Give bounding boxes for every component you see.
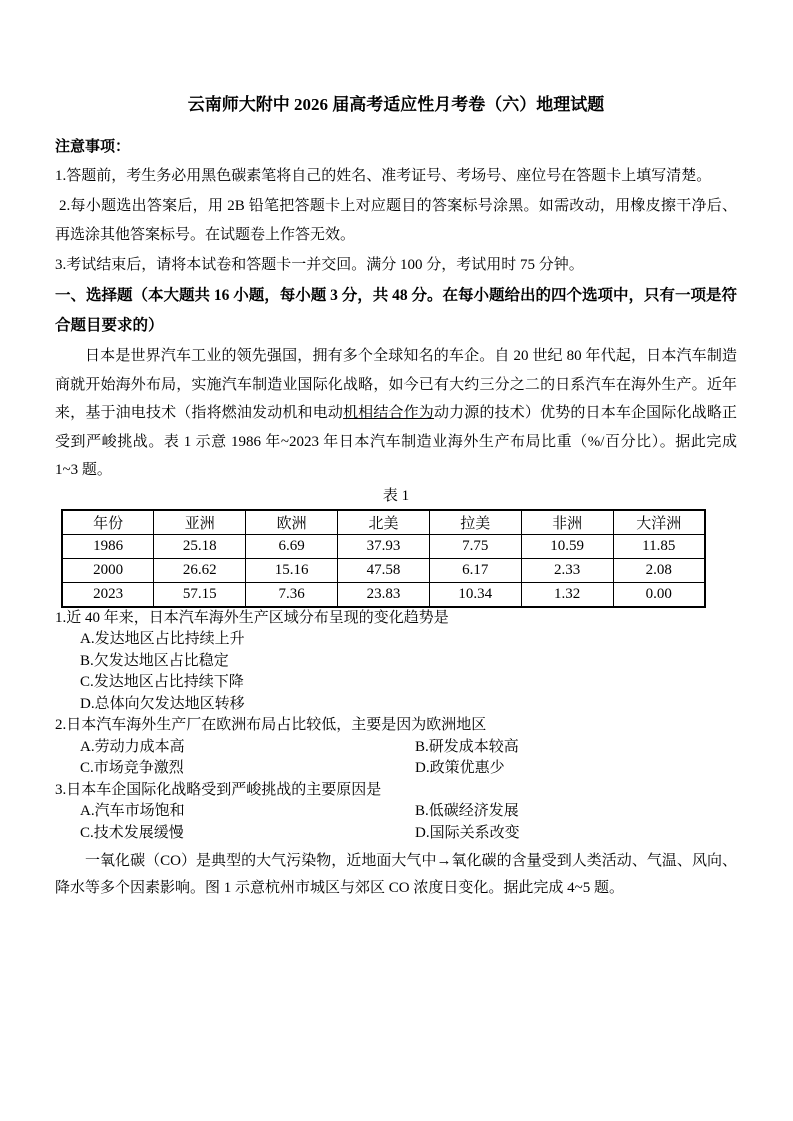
passage-text: 日本是世界汽车工业的领先强国，拥有多个全球知名的车企。自 20 世纪 80 年代起，日本汽车制造商就开始海外布局，实施汽车制造业国际化战略，如今已有大约三分之二的日系汽车在海外生产。近年来，基于油电技术（指将燃油发动机和电动	[55, 348, 737, 421]
question-3-option-b: B.低碳经济发展	[415, 803, 519, 819]
table-header-north-america: 北美	[338, 510, 430, 535]
question-1-stem: 1.近 40 年来，日本汽车海外生产区域分布呈现的变化趋势是	[55, 609, 449, 626]
table-cell: 57.15	[154, 582, 246, 607]
question-2-stem: 2.日本汽车海外生产厂在欧洲布局占比较低，主要是因为欧洲地区	[55, 717, 487, 733]
question-3-options	[80, 801, 737, 844]
table-cell: 2.33	[521, 558, 613, 582]
table-cell: 1.32	[521, 582, 613, 607]
question-1-option-d: D.总体向欠发达地区转移	[80, 695, 245, 712]
table-cell: 2.08	[613, 558, 705, 582]
passage-underlined-text: 机相结合作为	[343, 405, 434, 421]
table-header-latin-america: 拉美	[429, 510, 521, 535]
table-header-oceania: 大洋洲	[613, 510, 705, 535]
notice-heading: 注意事项：	[55, 139, 131, 155]
table-row-1986	[62, 534, 705, 558]
table-caption: 表 1	[382, 487, 410, 504]
question-2-option-b: B.研发成本较高	[415, 738, 519, 755]
table-cell: 37.93	[338, 534, 430, 558]
question-2-options	[80, 737, 737, 780]
table-cell: 2023	[62, 582, 154, 607]
question-3-stem: 3.日本车企国际化战略受到严峻挑战的主要原因是	[55, 781, 382, 798]
notice-section	[55, 133, 737, 280]
passage-carbon-monoxide: 一氧化碳（CO）是典型的大气污染物，近地面大气中→氧化碳的含量受到人类活动、气温、风向、降水等多个因素影响。图 1 示意杭州市城区与郊区 CO 浓度日变化。据此完成 4~5 题。	[55, 853, 737, 896]
table-cell: 7.36	[246, 582, 338, 607]
table-header-year: 年份	[62, 510, 154, 535]
table-cell: 7.75	[429, 534, 521, 558]
table-header-asia: 亚洲	[154, 510, 246, 535]
table-row	[62, 510, 705, 535]
passage-text-cont: 动力源的技术）优势的日本车企国际化战略正受到严峻挑战。表 1 示意 1986 年~2023 年日本汽车制造业海外生产布局比重（%/百分比）。据此完成 1~3 题。	[55, 405, 737, 478]
table-row-2023	[62, 582, 705, 607]
question-3-option-c: C.技术发展缓慢	[80, 824, 184, 841]
table-row-2000	[62, 558, 705, 582]
question-1-option-c: C.发达地区占比持续下降	[80, 674, 244, 690]
table-header-europe: 欧洲	[246, 510, 338, 535]
question-2-option-d: D.政策优惠少	[415, 760, 505, 776]
page-title: 云南师大附中 2026 届高考适应性月考卷（六）地理试题	[187, 95, 605, 114]
question-3-option-a: A.汽车市场饱和	[80, 803, 185, 819]
table-cell: 0.00	[613, 582, 705, 607]
section-heading-choice: 一、选择题（本大题共 16 小题，每小题 3 分，共 48 分。在每小题给出的四个选项中，只有一项是符合题目要求的）	[55, 287, 738, 334]
question-1-option-b: B.欠发达地区占比稳定	[80, 652, 229, 669]
table-cell: 26.62	[154, 558, 246, 582]
question-3	[55, 780, 737, 845]
table-cell: 6.69	[246, 534, 338, 558]
table-cell: 11.85	[613, 534, 705, 558]
question-2	[55, 715, 737, 780]
question-1-option-a: A.发达地区占比持续上升	[80, 631, 245, 647]
table-header-africa: 非洲	[521, 510, 613, 535]
table-cell: 10.34	[429, 582, 521, 607]
passage-japan-auto	[55, 342, 737, 485]
notice-item-2: 2.每小题选出答案后，用 2B 铅笔把答题卡上对应题目的答案标号涂黑。如需改动，用橡皮擦干净后、再选涂其他答案标号。在试题卷上作答无效。	[55, 197, 738, 243]
question-2-option-c: C.市场竞争激烈	[80, 760, 184, 776]
table-cell: 2000	[62, 558, 154, 582]
question-1	[55, 608, 737, 716]
question-3-option-d: D.国际关系改变	[415, 824, 520, 841]
table-cell: 10.59	[521, 534, 613, 558]
table-1	[61, 509, 706, 608]
table-cell: 6.17	[429, 558, 521, 582]
question-1-options	[55, 629, 737, 715]
table-cell: 15.16	[246, 558, 338, 582]
table-cell: 23.83	[338, 582, 430, 607]
table-cell: 1986	[62, 534, 154, 558]
notice-item-1: 1.答题前，考生务必用黑色碳素笔将自己的姓名、准考证号、考场号、座位号在答题卡上填写清楚。	[55, 168, 712, 184]
table-cell: 25.18	[154, 534, 246, 558]
question-2-option-a: A.劳动力成本高	[80, 738, 185, 755]
table-cell: 47.58	[338, 558, 430, 582]
table-header-row	[62, 510, 705, 535]
notice-item-3: 3.考试结束后，请将本试卷和答题卡一并交回。满分 100 分，考试用时 75 分钟。	[55, 256, 584, 273]
